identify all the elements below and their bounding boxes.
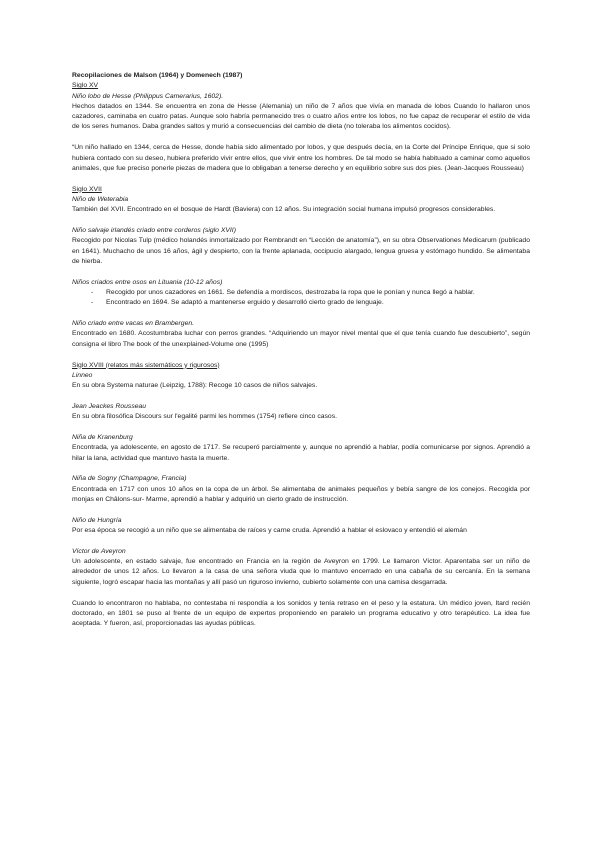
case-paragraph: En su obra filosófica Discours sur l'egalité parmi les hommes (1754) refiere cinco casos. [72, 413, 337, 421]
section-heading: Siglo XV [72, 82, 99, 90]
case-title: Niño de Hungría [72, 516, 122, 524]
section-heading: Siglo XVIII (relatos más sistemáticos y rigurosos) [72, 361, 220, 369]
case-paragraph: Encontrado en 1680. Acostumbraba luchar con perros grandes. “Adquiriendo un mayor nivel mental que el que tenía cuando fue descubierto”, según consigna el libro The book of the unexplained-Volume one (1995) [72, 330, 530, 348]
case-title: Niña de Sogny (Champagne, Francia) [72, 475, 187, 483]
case-paragraph: “Un niño hallado en 1344, cerca de Hesse, donde había sido alimentado por lobos, y que después decía, en la Corte del Príncipe Enrique, que si solo hubiera contado con su deseo, hubiera preferido vivir entre ellos, que vivir entre los hombres. De tal modo se había habituado a caminar como aquellos animales, que fue preciso ponerle piezas de madera que lo obligaban a tenerse derecho y en equilibrio sobre sus dos pies. (Jean-Jacques Rousseau) [72, 144, 530, 172]
case-title: Niña de Kranenburg [72, 434, 133, 442]
case-paragraph: En su obra Systema naturae (Leipzig, 1788): Recoge 10 casos de niños salvajes. [72, 382, 318, 390]
case-title: Niño criado entre vacas en Brambergen. [72, 320, 195, 328]
case-title: Víctor de Aveyron [72, 547, 126, 555]
section-heading: Siglo XVII [72, 185, 102, 193]
case-paragraph: Cuando lo encontraron no hablaba, no contestaba ni respondía a los sonidos y tenía retraso en el peso y la estatura. Un médico joven, Itard recién doctorado, en 1801 se puso al frente de un equipo de expertos proponiendo en paralelo un programa educativo y otro terapéutico. La idea fue aceptada. Y fueron, así, proporcionadas las ayudas públicas. [72, 599, 530, 628]
case-paragraph: Encontrada, ya adolescente, en agosto de 1717. Se recuperó parcialmente y, aunque no aprendió a hablar, podía comunicarse por signos. Aprendió a hilar la lana, actividad que mantuvo hasta la muerte. [72, 444, 530, 462]
case-title: Jean Jeackes Rousseau [72, 402, 147, 410]
bullet-list [72, 288, 530, 309]
case-paragraph: Hechos datados en 1344. Se encuentra en zona de Hesse (Alemania) un niño de 7 años que vivía en manada de lobos Cuando lo hallaron unos cazadores, caminaba en cuatro patas. Aunque solo habría permanecido tres o cuatro años entre los lobos, no fue capaz de recuperar el estilo de vida de los seres humanos. Daba grandes saltos y murió a consecuencias del cambio de dieta (no toleraba los alimentos cocidos). [72, 102, 530, 131]
bullet-item: - Recogido por unos cazadores en 1661. Se defendía a mordiscos, destrozaba la ropa que le ponían y nunca llegó a hablar. [72, 288, 530, 298]
case-title: Niño salvaje irlandés criado entre corderos (siglo XVII) [72, 227, 236, 235]
bullet-item: - Encontrado en 1694. Se adaptó a mantenerse erguido y desarrolló cierto grado de lenguaje. [72, 298, 530, 308]
case-title: Niño lobo de Hesse (Philippus Camerarius, 1602). [72, 92, 224, 100]
document-title: Recopilaciones de Malson (1964) y Domenech (1987) [72, 72, 243, 79]
case-paragraph: También del XVII. Encontrado en el bosque de Hardt (Baviera) con 12 años. Su integración social humana impulsó progresos considerables. [72, 206, 496, 214]
case-title: Niños criados entre osos en Lituania (10-12 años) [72, 278, 223, 286]
case-title: Niño de Weterabia [72, 195, 129, 203]
case-paragraph: Recogido por Nicolas Tulp (médico holandés inmortalizado por Rembrandt en “Lección de anatomía”), en su obra Observationes Medicarum (publicado en 1641). Muchacho de unos 16 años, ágil y despierto, con la frente aplanada, occipucio alargado, lengua gruesa y estómago hundido. Se alimentaba de hierba. [72, 237, 530, 265]
sections-container [72, 81, 530, 629]
case-title: Linneo [72, 371, 93, 379]
case-paragraph: Encontrada en 1717 con unos 10 años en la copa de un árbol. Se alimentaba de animales pequeños y bebía sangre de los conejos. Recogida por monjas en Châlons-sur- Marme, aprendió a hablar y adquirió un cierto grado de instrucción. [72, 485, 530, 503]
case-paragraph: Por esa época se recogió a un niño que se alimentaba de raíces y carne cruda. Aprendió a hablar el eslovaco y entendió el alemán [72, 527, 467, 535]
case-paragraph: Un adolescente, en estado salvaje, fue encontrado en Francia en la región de Aveyron en 1799. Le llamaron Víctor. Aparentaba ser un niño de alrededor de unos 12 años. Lo llevaron a la casa de una señora viuda que lo mantuvo encerrado en una cabaña de su cercanía. En la semana siguiente, logró escapar hacia las montañas y allí pasó un riguroso invierno, cubierto solamente con una camisa desgarrada. [72, 558, 530, 586]
document-body [72, 71, 530, 629]
